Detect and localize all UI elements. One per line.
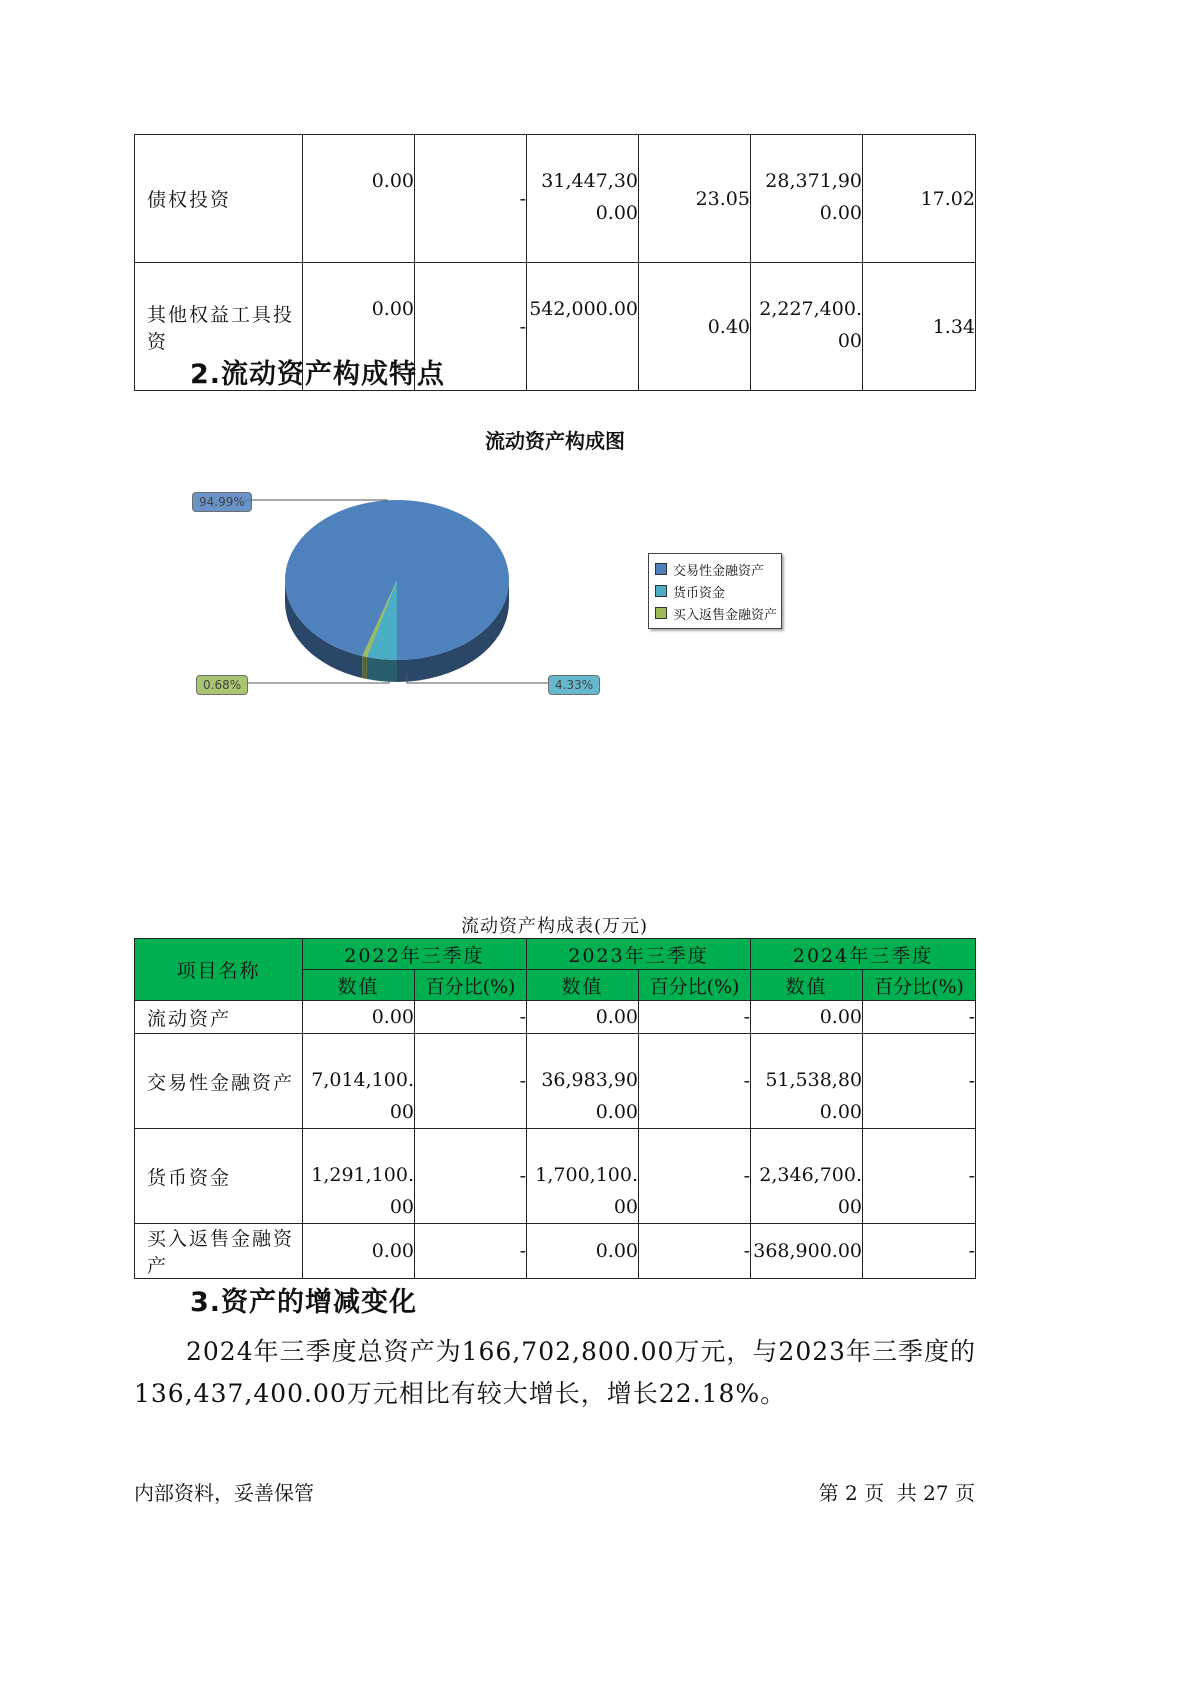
table-cell-v2024: 368,900.00 — [751, 1224, 863, 1279]
current-assets-table — [134, 938, 976, 1279]
pie-slice-side — [367, 657, 397, 682]
header-period-2023: 2023年三季度 — [527, 939, 751, 970]
paragraph-line-1: 2024年三季度总资产为166,702,800.00万元，与2023年三季度的 — [186, 1337, 977, 1366]
table-cell-v2022: 0.00 — [303, 135, 415, 263]
legend-swatch — [655, 607, 667, 619]
header-value: 数值 — [303, 970, 415, 1001]
table-cell-v2023: 542,000.00 — [527, 263, 639, 391]
table-row — [135, 1129, 976, 1224]
chart-legend — [648, 553, 782, 629]
current-assets-chart — [180, 420, 800, 720]
table-cell-name: 货币资金 — [135, 1129, 303, 1224]
legend-label: 交易性金融资产 — [673, 563, 765, 579]
chart-title: 流动资产构成图 — [485, 429, 625, 453]
table-row — [135, 1034, 976, 1129]
table-cell-v2024: 0.00 — [751, 1001, 863, 1034]
table-cell-v2023: 0.00 — [527, 1001, 639, 1034]
data-label: 4.33% — [548, 675, 600, 695]
table-row — [135, 1224, 976, 1279]
legend-label: 货币资金 — [673, 585, 726, 601]
table-cell-p2023: - — [639, 1129, 751, 1224]
table-cell-v2023: 0.00 — [527, 1224, 639, 1279]
table-cell-v2023: 36,983,900.00 — [527, 1034, 639, 1129]
table-cell-name: 交易性金融资产 — [135, 1034, 303, 1129]
header-item-name: 项目名称 — [135, 939, 303, 1001]
legend-item — [655, 580, 781, 602]
legend-swatch — [655, 563, 667, 575]
table-cell-p2022: - — [415, 1034, 527, 1129]
section-3-title: 3.资产的增减变化 — [190, 1287, 418, 1318]
table-cell-v2022: 1,291,100.00 — [303, 1129, 415, 1224]
table-cell-v2022: 0.00 — [303, 1001, 415, 1034]
table-cell-v2023: 1,700,100.00 — [527, 1129, 639, 1224]
data-label: 94.99% — [192, 492, 252, 512]
table-cell-v2024: 51,538,800.00 — [751, 1034, 863, 1129]
header-pct: 百分比(%) — [863, 970, 976, 1001]
header-value: 数值 — [751, 970, 863, 1001]
table-cell-name: 债权投资 — [135, 135, 303, 263]
footer-left: 内部资料，妥善保管 — [134, 1481, 314, 1505]
table-cell-p2023: 0.40 — [639, 263, 751, 391]
legend-swatch — [655, 585, 667, 597]
table-cell-v2022: 7,014,100.00 — [303, 1034, 415, 1129]
data-label: 0.68% — [196, 675, 248, 695]
table-cell-v2023: 31,447,300.00 — [527, 135, 639, 263]
table-cell-p2024: - — [863, 1224, 976, 1279]
table-cell-v2022: 0.00 — [303, 1224, 415, 1279]
table-row — [135, 1001, 976, 1034]
footer-page-number: 第 2 页 共 27 页 — [818, 1481, 975, 1505]
legend-item — [655, 558, 781, 580]
table-caption: 流动资产构成表(万元) — [460, 916, 649, 937]
pie-slice-交易性金融资产 — [285, 500, 509, 660]
table-cell-p2022: - — [415, 1001, 527, 1034]
table-cell-v2024: 2,346,700.00 — [751, 1129, 863, 1224]
table-cell-v2024: 2,227,400.00 — [751, 263, 863, 391]
table-row — [135, 135, 976, 263]
table-cell-p2023: 23.05 — [639, 135, 751, 263]
table-cell-v2022: 0.00 — [303, 263, 415, 391]
table-cell-p2024: - — [863, 1001, 976, 1034]
header-pct: 百分比(%) — [415, 970, 527, 1001]
header-value: 数值 — [527, 970, 639, 1001]
table-cell-name: 流动资产 — [135, 1001, 303, 1034]
legend-label: 买入返售金融资产 — [673, 607, 778, 623]
table-cell-p2023: - — [639, 1034, 751, 1129]
table-cell-p2023: - — [639, 1001, 751, 1034]
leader-line — [244, 500, 387, 502]
table-cell-p2022: - — [415, 135, 527, 263]
table-cell-p2024: 1.34 — [863, 263, 976, 391]
header-pct: 百分比(%) — [639, 970, 751, 1001]
section-2-title: 2.流动资产构成特点 — [190, 359, 446, 390]
table-cell-name: 其他权益工具投资 — [135, 263, 303, 391]
table-cell-p2022: - — [415, 1129, 527, 1224]
table-cell-name: 买入返售金融资产 — [135, 1224, 303, 1279]
table-cell-p2023: - — [639, 1224, 751, 1279]
table-cell-p2022: - — [415, 1224, 527, 1279]
header-period-2022: 2022年三季度 — [303, 939, 527, 970]
pie-slice-side — [362, 656, 367, 679]
legend-item — [655, 602, 781, 624]
paragraph-line-2: 136,437,400.00万元相比有较大增长，增长22.18%。 — [134, 1379, 787, 1408]
table-cell-p2024: - — [863, 1034, 976, 1129]
header-period-2024: 2024年三季度 — [751, 939, 976, 970]
table-cell-p2024: 17.02 — [863, 135, 976, 263]
table-cell-v2024: 28,371,900.00 — [751, 135, 863, 263]
table-cell-p2022: - — [415, 263, 527, 391]
table-cell-p2024: - — [863, 1129, 976, 1224]
